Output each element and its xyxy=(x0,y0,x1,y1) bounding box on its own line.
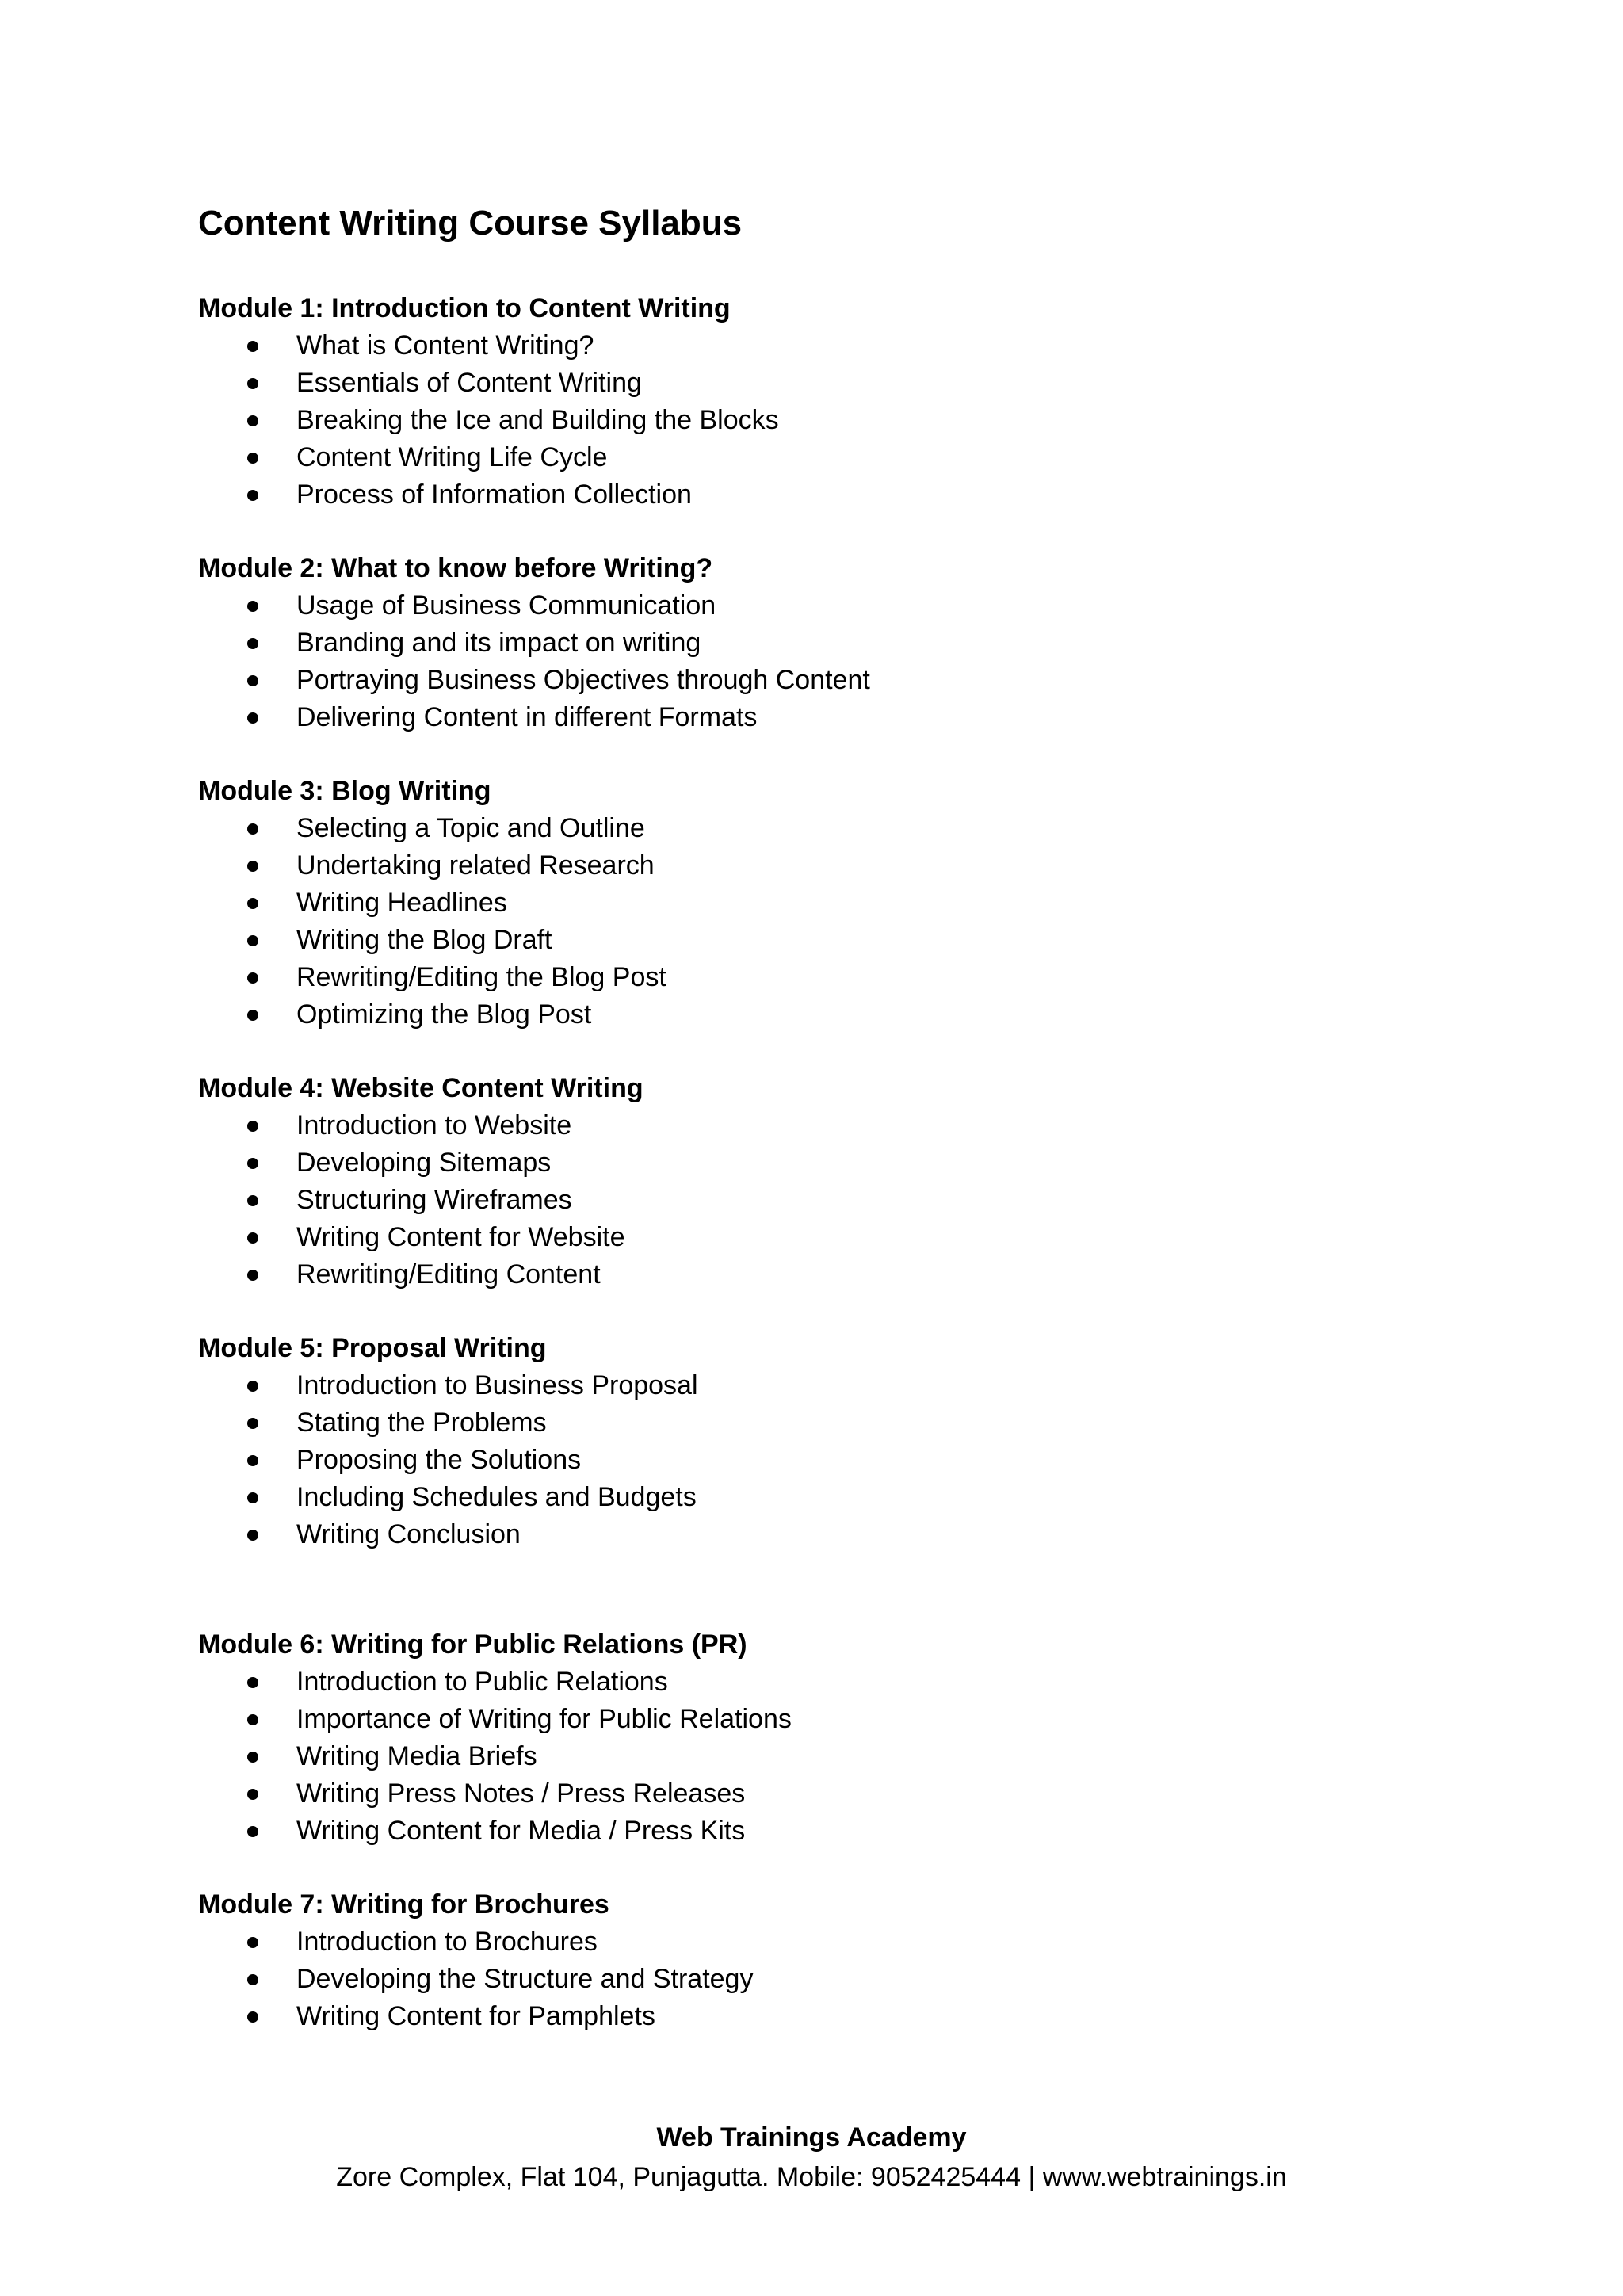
module-topic xyxy=(198,625,870,662)
module-topic-text: Writing Conclusion xyxy=(296,1519,521,1549)
module-topic xyxy=(198,1813,792,1850)
bullet-icon xyxy=(247,1826,258,1837)
module-topic-text: Optimizing the Blog Post xyxy=(296,999,592,1030)
module-topic-text: Portraying Business Objectives through Content xyxy=(296,665,870,695)
module-topic xyxy=(198,1367,698,1404)
module-topic xyxy=(198,1182,643,1219)
module-heading: Module 3: Blog Writing xyxy=(198,776,491,806)
module-heading: Module 1: Introduction to Content Writing xyxy=(198,293,731,323)
bullet-icon xyxy=(247,1677,258,1688)
module-topic xyxy=(198,996,666,1033)
module-3 xyxy=(198,773,666,1033)
bullet-icon xyxy=(247,1010,258,1021)
bullet-icon xyxy=(247,1492,258,1503)
module-topic-text: Process of Information Collection xyxy=(296,479,692,510)
module-topic xyxy=(198,662,870,699)
bullet-icon xyxy=(247,1974,258,1985)
module-topic xyxy=(198,1442,698,1479)
bullet-icon xyxy=(247,601,258,612)
module-topic-text: Introduction to Public Relations xyxy=(296,1667,668,1697)
module-topic xyxy=(198,1219,643,1256)
module-heading: Module 6: Writing for Public Relations (PR) xyxy=(198,1629,747,1660)
bullet-icon xyxy=(247,675,258,686)
module-topic xyxy=(198,1701,792,1738)
bullet-icon xyxy=(247,823,258,835)
bullet-icon xyxy=(247,1789,258,1800)
module-topic-text: Importance of Writing for Public Relations xyxy=(296,1704,792,1734)
module-topic xyxy=(198,1998,753,2035)
module-heading: Module 5: Proposal Writing xyxy=(198,1333,547,1363)
module-heading: Module 2: What to know before Writing? xyxy=(198,553,713,583)
bullet-icon xyxy=(247,1270,258,1281)
module-topic-text: Undertaking related Research xyxy=(296,850,655,881)
module-heading: Module 4: Website Content Writing xyxy=(198,1073,643,1103)
module-topic-text: Writing Press Notes / Press Releases xyxy=(296,1778,746,1809)
module-2 xyxy=(198,550,870,736)
module-topic-text: Developing Sitemaps xyxy=(296,1148,552,1178)
footer-address: Zore Complex, Flat 104, Punjagutta. Mobile: 9052425444 | www.webtrainings.in xyxy=(336,2162,1287,2192)
bullet-icon xyxy=(247,453,258,464)
module-topic xyxy=(198,922,666,959)
bullet-icon xyxy=(247,1195,258,1206)
module-topic xyxy=(198,847,666,884)
bullet-icon xyxy=(247,935,258,946)
module-topic-text: Introduction to Business Proposal xyxy=(296,1370,698,1400)
module-topic xyxy=(198,959,666,996)
module-topic-text: Writing Media Briefs xyxy=(296,1741,537,1771)
bullet-icon xyxy=(247,1530,258,1541)
bullet-icon xyxy=(247,861,258,872)
module-topic-text: Writing Content for Media / Press Kits xyxy=(296,1816,746,1846)
module-topic xyxy=(198,1479,698,1516)
bullet-icon xyxy=(247,972,258,984)
module-topic xyxy=(198,1775,792,1813)
bullet-icon xyxy=(247,1752,258,1763)
module-topic-text: Stating the Problems xyxy=(296,1408,547,1438)
bullet-icon xyxy=(247,1714,258,1725)
module-topic-text: Rewriting/Editing Content xyxy=(296,1259,601,1289)
module-topic xyxy=(198,1924,753,1961)
bullet-icon xyxy=(247,341,258,352)
bullet-icon xyxy=(247,1381,258,1392)
module-6 xyxy=(198,1626,792,1850)
module-topic-text: Usage of Business Communication xyxy=(296,590,716,621)
bullet-icon xyxy=(247,1455,258,1466)
module-topic xyxy=(198,365,779,402)
module-topic xyxy=(198,810,666,847)
footer-organization: Web Trainings Academy xyxy=(656,2122,967,2153)
module-topic-list xyxy=(198,1367,698,1553)
module-topic xyxy=(198,1107,643,1144)
module-topic-text: Essentials of Content Writing xyxy=(296,368,642,398)
module-topic-text: Introduction to Brochures xyxy=(296,1927,598,1957)
module-topic-list xyxy=(198,1107,643,1293)
module-topic xyxy=(198,476,779,514)
bullet-icon xyxy=(247,712,258,724)
module-topic-list xyxy=(198,327,779,514)
module-topic-text: What is Content Writing? xyxy=(296,330,594,361)
module-topic xyxy=(198,327,779,365)
module-1 xyxy=(198,290,779,514)
page-title: Content Writing Course Syllabus xyxy=(198,204,743,243)
module-topic-text: Delivering Content in different Formats xyxy=(296,702,758,732)
module-4 xyxy=(198,1070,643,1293)
bullet-icon xyxy=(247,1158,258,1169)
bullet-icon xyxy=(247,2011,258,2023)
module-topic xyxy=(198,402,779,439)
module-topic-text: Branding and its impact on writing xyxy=(296,628,701,658)
module-topic xyxy=(198,439,779,476)
module-topic xyxy=(198,1961,753,1998)
bullet-icon xyxy=(247,490,258,501)
module-topic-text: Introduction to Website xyxy=(296,1110,572,1140)
bullet-icon xyxy=(247,1418,258,1429)
bullet-icon xyxy=(247,1121,258,1132)
module-topic xyxy=(198,587,870,625)
module-topic-text: Breaking the Ice and Building the Blocks xyxy=(296,405,779,435)
bullet-icon xyxy=(247,898,258,909)
module-topic-text: Writing Content for Pamphlets xyxy=(296,2001,655,2031)
module-topic xyxy=(198,884,666,922)
bullet-icon xyxy=(247,638,258,649)
module-heading: Module 7: Writing for Brochures xyxy=(198,1889,609,1920)
module-topic-text: Writing Headlines xyxy=(296,888,507,918)
module-topic xyxy=(198,1404,698,1442)
module-5 xyxy=(198,1330,698,1553)
bullet-icon xyxy=(247,1232,258,1244)
module-topic-text: Including Schedules and Budgets xyxy=(296,1482,697,1512)
module-topic xyxy=(198,1664,792,1701)
module-topic-list xyxy=(198,810,666,1033)
module-topic-text: Proposing the Solutions xyxy=(296,1445,582,1475)
module-topic-text: Developing the Structure and Strategy xyxy=(296,1964,754,1994)
module-topic-list xyxy=(198,587,870,736)
bullet-icon xyxy=(247,378,258,389)
module-topic-text: Structuring Wireframes xyxy=(296,1185,572,1215)
module-topic-text: Writing Content for Website xyxy=(296,1222,625,1252)
bullet-icon xyxy=(247,415,258,426)
module-topic xyxy=(198,1738,792,1775)
module-topic-list xyxy=(198,1664,792,1850)
module-topic xyxy=(198,1516,698,1553)
module-topic-text: Selecting a Topic and Outline xyxy=(296,813,645,843)
module-topic-text: Rewriting/Editing the Blog Post xyxy=(296,962,666,992)
bullet-icon xyxy=(247,1937,258,1948)
module-topic xyxy=(198,699,870,736)
module-topic xyxy=(198,1144,643,1182)
module-topic-list xyxy=(198,1924,753,2035)
module-topic xyxy=(198,1256,643,1293)
module-7 xyxy=(198,1886,753,2035)
module-topic-text: Content Writing Life Cycle xyxy=(296,442,608,472)
module-topic-text: Writing the Blog Draft xyxy=(296,925,552,955)
